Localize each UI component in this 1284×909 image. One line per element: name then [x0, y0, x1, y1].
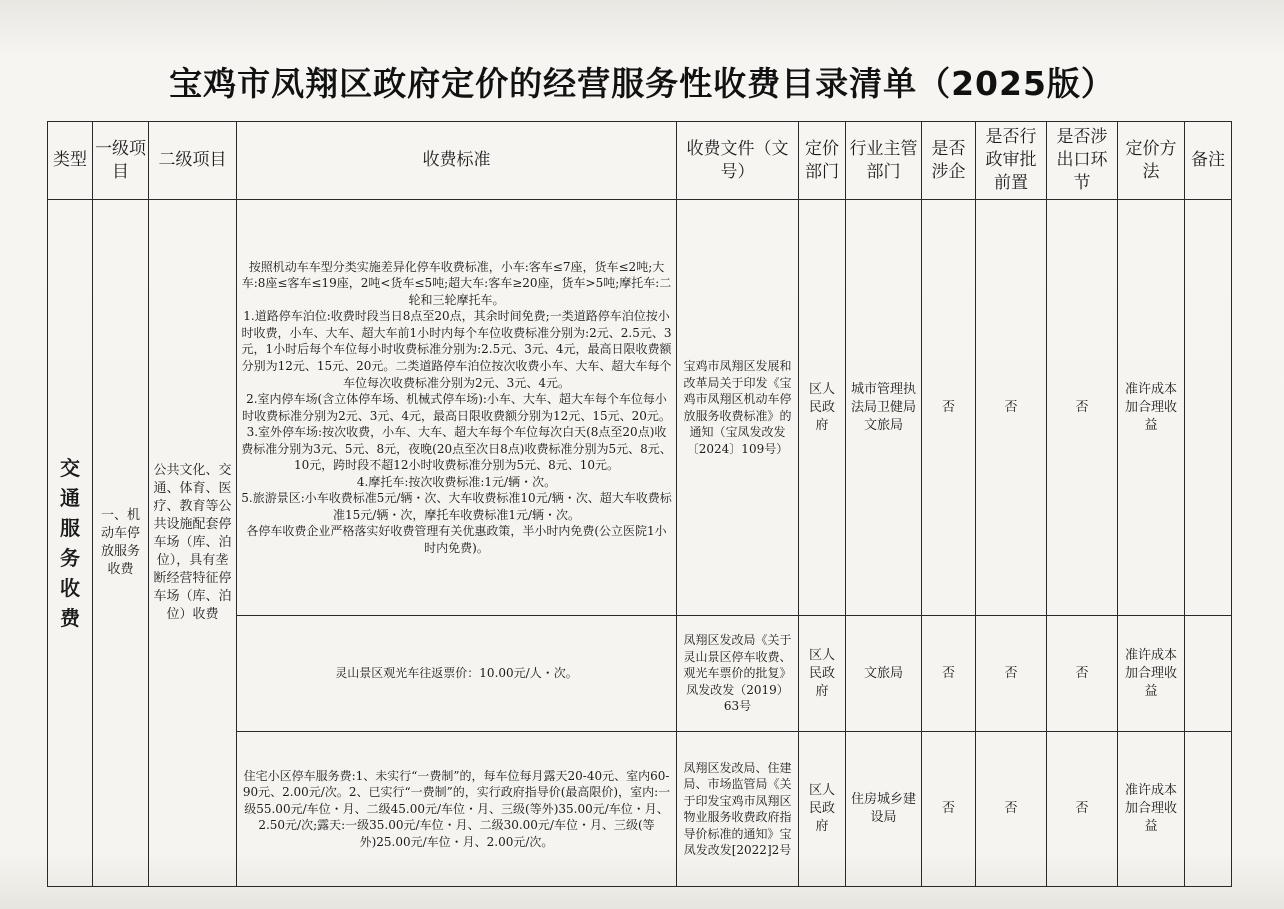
- involves-enterprise-cell: 否: [922, 732, 976, 887]
- standard-line: 住宅小区停车服务费:1、未实行“一费制”的，每车位每月露天20-40元、室内60-90元、2.00元/次。2、已实行“一费制”的，实行政府指导价(最高限价)，室内:一级55.00元/车位・月、二级45.00元/车位・月、三级(等外)35.00元/车位・月、2.50元/次;露天:一级35.00元/车位・月、二级30.00元/车位・月、三级(等外)25.00元/车位・月、2.00元/次。: [242, 768, 671, 849]
- level1-cell: 一、机动车停放服务收费: [93, 200, 149, 887]
- header-import-export: 是否涉出口环节: [1047, 122, 1118, 200]
- import-export-cell: 否: [1047, 200, 1118, 616]
- pricing-method-cell: 准许成本加合理收益: [1118, 200, 1185, 616]
- page-title: 宝鸡市凤翔区政府定价的经营服务性收费目录清单（2025版）: [169, 64, 1115, 103]
- header-level2: 二级项目: [149, 122, 237, 200]
- standard-cell: [237, 732, 677, 887]
- standard-line: 4.摩托车:按次收费标准:1元/辆・次。: [356, 474, 557, 489]
- category-cell: 交通服务收费: [48, 200, 93, 887]
- header-document: 收费文件（文号）: [677, 122, 799, 200]
- involves-enterprise-cell: 否: [922, 200, 976, 616]
- header-pricing-method: 定价方法: [1118, 122, 1185, 200]
- standard-cell: [237, 615, 677, 731]
- standard-line: 1.道路停车泊位:收费时段当日8点至20点，其余时间免费;一类道路停车泊位按小时收费，小车、大车、超大车前1小时内每个车位收费标准分别为:2元、2.5元、3元，1小时后每个车位每小时收费标准分别为:2.5元、3元、4元，最高日限收费额分别为12元、15元、20元。二类道路停车泊位按次收费小车、大车、超大车每个车位每次收费标准分别为2元、3元、4元。: [241, 309, 672, 390]
- header-category: 类型: [48, 122, 93, 200]
- admin-approval-cell: 否: [976, 615, 1047, 731]
- industry-dept-cell: 住房城乡建设局: [846, 732, 922, 887]
- standard-line: 2.室内停车场(含立体停车场、机械式停车场):小车、大车、超大车每个车位每小时收费标准分别为2元、3元、4元，最高日限收费额分别为12元、15元、20元。: [242, 392, 671, 423]
- header-standard: 收费标准: [237, 122, 677, 200]
- header-admin-approval: 是否行政审批前置: [976, 122, 1047, 200]
- fee-catalog-table: [47, 121, 1232, 887]
- header-remarks: 备注: [1185, 122, 1232, 200]
- pricing-dept-cell: 区人民政府: [799, 200, 846, 616]
- level2-cell: 公共文化、交通、体育、医疗、教育等公共设施配套停车场（库、泊位），具有垄断经营特征停车场（库、泊位）收费: [149, 200, 237, 887]
- remarks-cell: [1185, 200, 1232, 616]
- standard-cell: [237, 200, 677, 616]
- header-industry-dept: 行业主管部门: [846, 122, 922, 200]
- pricing-method-cell: 准许成本加合理收益: [1118, 615, 1185, 731]
- remarks-cell: [1185, 732, 1232, 887]
- involves-enterprise-cell: 否: [922, 615, 976, 731]
- header-involves-enterprise: 是否涉企: [922, 122, 976, 200]
- import-export-cell: 否: [1047, 732, 1118, 887]
- document-cell: 宝鸡市凤翔区发展和改革局关于印发《宝鸡市凤翔区机动车停放服务收费标准》的通知（宝凤发改发〔2024〕109号）: [677, 200, 799, 616]
- industry-dept-cell: 文旅局: [846, 615, 922, 731]
- pricing-dept-cell: 区人民政府: [799, 615, 846, 731]
- table-row: [48, 200, 1232, 616]
- standard-line: 3.室外停车场:按次收费，小车、大车、超大车每个车位每次白天(8点至20点)收费标准分别为3元、5元、8元，夜晚(20点至次日8点)收费标准分别为5元、8元、10元，跨时段不超12小时收费标准分别为5元、8元、10元。: [241, 425, 672, 473]
- header-pricing-dept: 定价部门: [799, 122, 846, 200]
- industry-dept-cell: 城市管理执法局卫健局文旅局: [846, 200, 922, 616]
- standard-line: 各停车收费企业严格落实好收费管理有关优惠政策，半小时内免费(公立医院1小时内免费)。: [246, 524, 667, 555]
- pricing-method-cell: 准许成本加合理收益: [1118, 732, 1185, 887]
- pricing-dept-cell: 区人民政府: [799, 732, 846, 887]
- standard-line: 灵山景区观光车往返票价：10.00元/人・次。: [335, 666, 578, 681]
- header-level1: 一级项目: [93, 122, 149, 200]
- remarks-cell: [1185, 615, 1232, 731]
- import-export-cell: 否: [1047, 615, 1118, 731]
- admin-approval-cell: 否: [976, 732, 1047, 887]
- header-row: [48, 122, 1232, 200]
- standard-line: 5.旅游景区:小车收费标准5元/辆・次、大车收费标准10元/辆・次、超大车收费标准15元/辆・次，摩托车收费标准1元/辆・次。: [241, 491, 672, 522]
- document-cell: 凤翔区发改局、住建局、市场监管局《关于印发宝鸡市凤翔区物业服务收费政府指导价标准的通知》宝凤发改发[2022]2号: [677, 732, 799, 887]
- document-cell: 凤翔区发改局《关于灵山景区停车收费、观光车票价的批复》凤发改发（2019）63号: [677, 615, 799, 731]
- admin-approval-cell: 否: [976, 200, 1047, 616]
- standard-line: 按照机动车车型分类实施差异化停车收费标准，小车:客车≤7座，货车≤2吨;大车:8座≤客车≤19座，2吨<货车≤5吨;超大车:客车≥20座，货车>5吨;摩托车:二轮和三轮摩托车。: [241, 259, 672, 307]
